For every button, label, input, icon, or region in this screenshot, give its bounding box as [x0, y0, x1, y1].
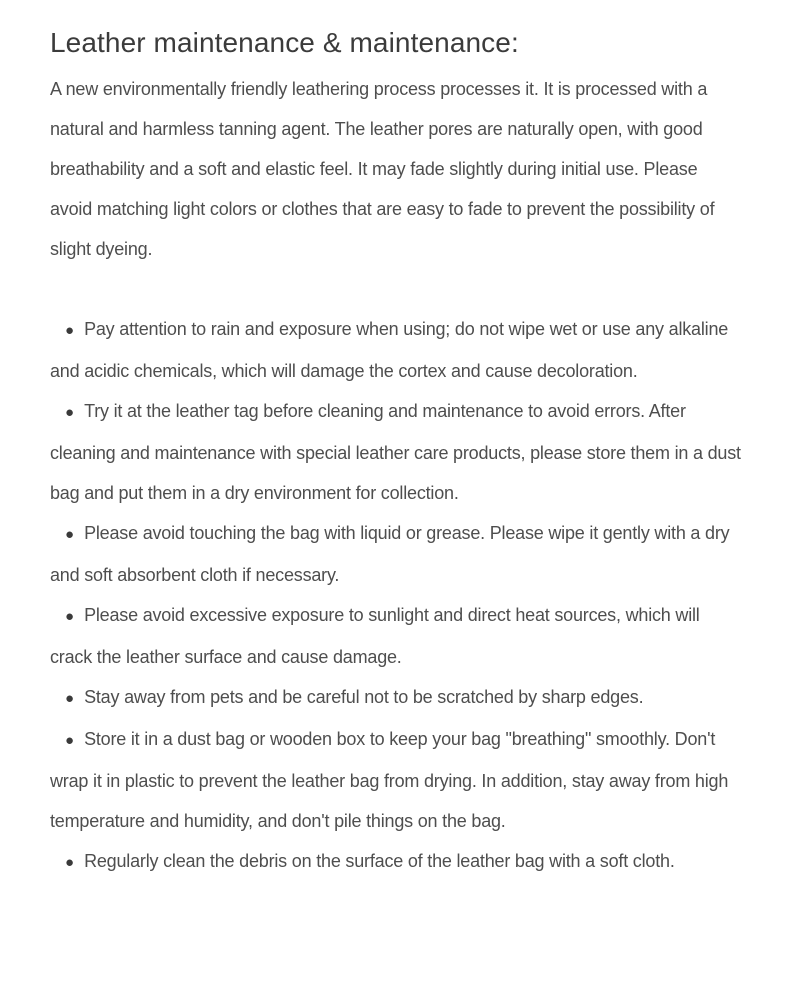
bullet-icon: ● [65, 403, 75, 421]
bullet-icon: ● [65, 607, 75, 625]
bullet-icon: ● [65, 853, 75, 871]
list-item [50, 677, 742, 719]
bullet-icon: ● [65, 689, 75, 707]
list-item [50, 719, 742, 841]
list-item-text: Please avoid touching the bag with liquid or grease. Please wipe it gently with a dry and soft absorbent cloth if necessary. [50, 522, 730, 585]
bullet-icon: ● [65, 525, 75, 543]
list-item-text: Stay away from pets and be careful not to be scratched by sharp edges. [84, 686, 644, 707]
list-item-text: Please avoid excessive exposure to sunlight and direct heat sources, which will crack the leather surface and cause damage. [50, 604, 700, 667]
bullet-icon: ● [65, 731, 75, 749]
page-title: Leather maintenance & maintenance: [50, 27, 519, 58]
intro-paragraph: A new environmentally friendly leathering process processes it. It is processed with a natural and harmless tanning agent. The leather pores are naturally open, with good breathability and a soft and elastic feel. It may fade slightly during initial use. Please avoid matching light colors or clothes that are easy to fade to prevent the possibility of slight dyeing. [50, 78, 715, 259]
list-item [50, 595, 742, 677]
list-item [50, 841, 742, 883]
care-instructions-list [50, 309, 742, 883]
bullet-icon: ● [65, 321, 75, 339]
list-item [50, 391, 742, 513]
list-item [50, 309, 742, 391]
list-item-text: Store it in a dust bag or wooden box to keep your bag "breathing" smoothly. Don't wrap it in plastic to prevent the leather bag from drying. In addition, stay away from high temperature and humidity, and don't pile things on the bag. [50, 728, 729, 831]
list-item-text: Pay attention to rain and exposure when using; do not wipe wet or use any alkaline and acidic chemicals, which will damage the cortex and cause decoloration. [50, 318, 729, 381]
list-item-text: Try it at the leather tag before cleaning and maintenance to avoid errors. After cleaning and maintenance with special leather care products, please store them in a dust bag and put them in a dry environment for collection. [50, 400, 741, 503]
list-item-text: Regularly clean the debris on the surface of the leather bag with a soft cloth. [84, 850, 675, 871]
list-item [50, 513, 742, 595]
